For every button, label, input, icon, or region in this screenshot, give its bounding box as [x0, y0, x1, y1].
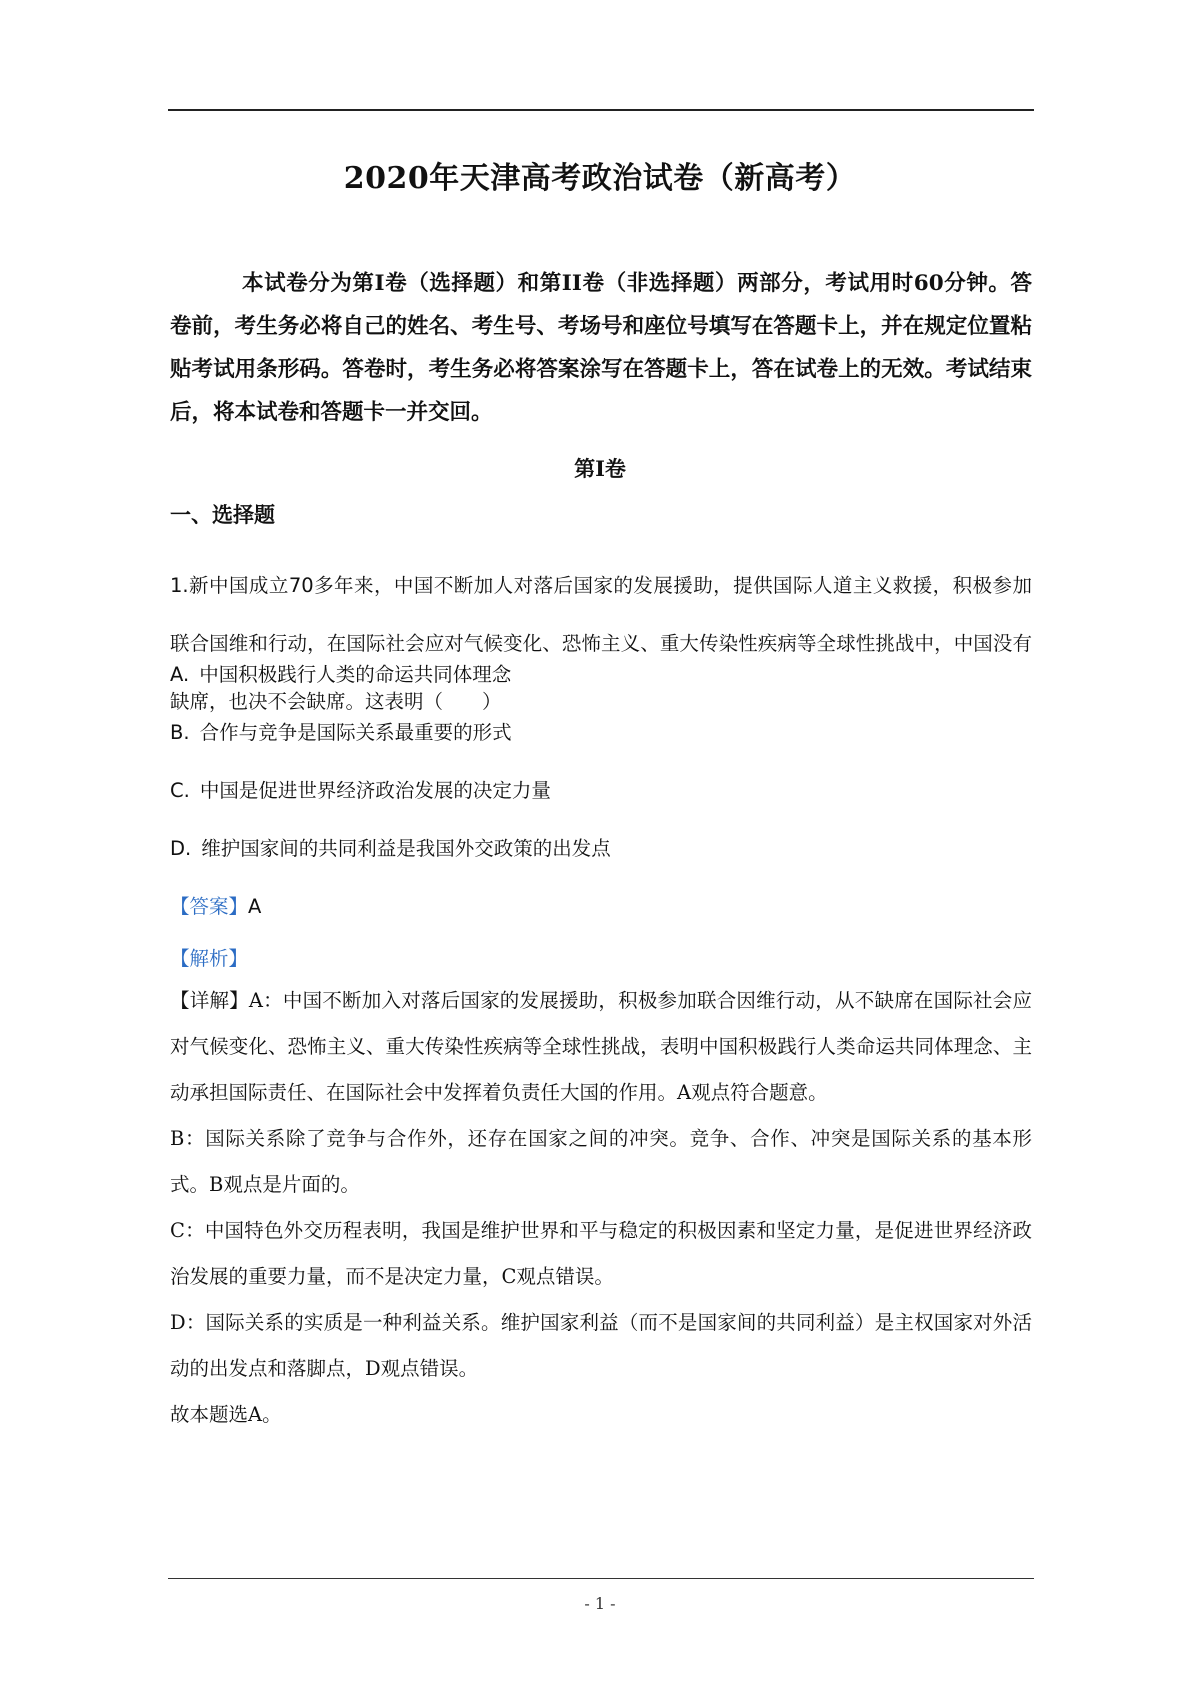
explanation-a: 【详解】A：中国不断加入对落后国家的发展援助，积极参加联合因维行动，从不缺席在国际社会应对气候变化、恐怖主义、重大传染性疾病等全球性挑战，表明中国积极践行人类命运共同体理念、主动承担国际责任、在国际社会中发挥着负责任大国的作用。A观点符合题意。 — [170, 989, 1032, 1104]
option-text: 合作与竞争是国际关系最重要的形式 — [199, 721, 512, 744]
analysis-tag: 【解析】 — [170, 947, 249, 970]
option-text: 维护国家间的共同利益是我国外交政策的出发点 — [201, 837, 611, 860]
explanation-b: B：国际关系除了竞争与合作外，还存在国家之间的冲突。竞争、合作、冲突是国际关系的基本形式。B观点是片面的。 — [170, 1127, 1032, 1196]
volume-heading: 第Ⅰ卷 — [574, 456, 626, 481]
answer-tag: 【答案】 — [170, 895, 249, 918]
option-c — [170, 775, 551, 803]
section-heading: 一、选择题 — [170, 502, 275, 527]
top-rule — [168, 109, 1034, 111]
option-d — [170, 833, 611, 861]
option-text: 中国积极践行人类的命运共同体理念 — [199, 663, 512, 686]
option-text: 中国是促进世界经济政治发展的决定力量 — [199, 779, 551, 802]
page-number: - 1 - — [584, 1594, 616, 1613]
explanation-conclusion: 故本题选A。 — [170, 1403, 282, 1426]
option-b — [170, 717, 512, 745]
answer-line — [170, 891, 261, 919]
question-stem: 1.新中国成立70多年来，中国不断加人对落后国家的发展援助，提供国际人道主义救援，积极参加联合国维和行动，在国际社会应对气候变化、恐怖主义、重大传染性疾病等全球性挑战中，中国没有缺席，也决不会缺席。这表明（ ） — [170, 574, 1032, 713]
option-letter: C. — [170, 779, 190, 802]
answer-value: A — [248, 895, 262, 918]
option-letter: D. — [170, 837, 192, 860]
option-a — [170, 659, 511, 687]
exam-instructions: 本试卷分为第Ⅰ卷（选择题）和第II卷（非选择题）两部分，考试用时60分钟。答卷前，考生务必将自己的姓名、考生号、考场号和座位号填写在答题卡上，并在规定位置粘贴考试用条形码。答卷时，考生务必将答案涂写在答题卡上，答在试卷上的无效。考试结束后，将本试卷和答题卡一并交回。 — [170, 271, 1032, 425]
option-letter: B. — [170, 721, 190, 744]
page-title: 2020年天津高考政治试卷（新高考） — [343, 161, 857, 196]
explanation-c: C：中国特色外交历程表明，我国是维护世界和平与稳定的积极因素和坚定力量，是促进世界经济政治发展的重要力量，而不是决定力量，C观点错误。 — [170, 1219, 1032, 1288]
bottom-rule — [168, 1578, 1034, 1579]
explanation-d: D：国际关系的实质是一种利益关系。维护国家利益（而不是国家间的共同利益）是主权国家对外活动的出发点和落脚点，D观点错误。 — [170, 1311, 1032, 1380]
option-letter: A. — [170, 663, 190, 686]
